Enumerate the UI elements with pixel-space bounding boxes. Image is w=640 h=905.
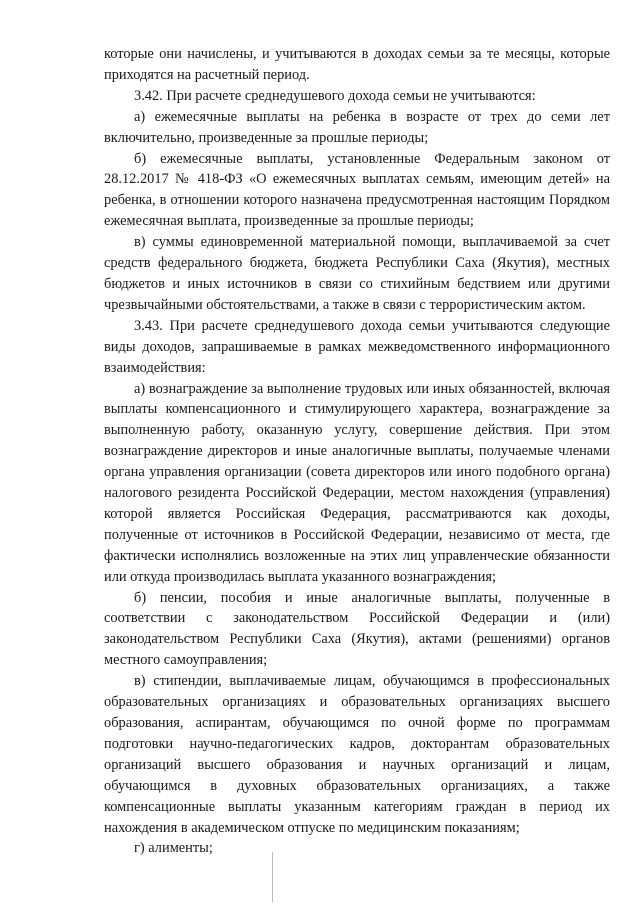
paragraph-3-42-b: б) ежемесячные выплаты, установленные Федеральным законом от 28.12.2017 № 418-ФЗ «О ежемесячных выплатах семьям, имеющим детей» на ребенка, в отношении которого назначена предусмотренная настоящим Порядком ежемесячная выплата, произведенные за прошлые периоды; xyxy=(104,150,610,230)
paragraph-continuation: которые они начислены, и учитываются в доходах семьи за те месяцы, которые приходятся на расчетный период. xyxy=(104,46,610,83)
paragraph-3-43-v: в) стипендии, выплачиваемые лицам, обучающимся в профессиональных образовательных организациях и образовательных организациях высшего образования, аспирантам, обучающимся по очной форме по программам подготовки научно-педагогических кадров, докторантам образовательных организаций высшего образования и научных организаций и лицам, обучающимся в духовных образовательных организациях, а также компенсационные выплаты указанным категориям граждан в период их нахождения в академическом отпуске по медицинским показаниям; xyxy=(104,673,610,836)
paragraph-3-42: 3.42. При расчете среднедушевого дохода семьи не учитываются: xyxy=(134,87,536,104)
paragraph-3-43-b: б) пенсии, пособия и иные аналогичные выплаты, полученные в соответствии с законодательством Российской Федерации и (или) законодательством Республики Саха (Якутия), актами (решениями) органов местного самоуправления; xyxy=(104,589,610,669)
scan-artifact-line xyxy=(272,852,273,902)
paragraph-3-42-v: в) суммы единовременной материальной помощи, выплачиваемой за счет средств федерального бюджета, бюджета Республики Саха (Якутия), местных бюджетов и иных источников в связи со стихийным бедствием или другими чрезвычайными обстоятельствами, а также в связи с террористическим актом. xyxy=(104,234,610,313)
paragraph-3-42-a: а) ежемесячные выплаты на ребенка в возрасте от трех до семи лет включительно, произведенные за прошлые периоды; xyxy=(104,108,610,146)
paragraph-3-43-g: г) алименты; xyxy=(134,840,213,857)
paragraph-3-43: 3.43. При расчете среднедушевого дохода семьи учитываются следующие виды доходов, запрашиваемые в рамках межведомственного информационного взаимодействия: xyxy=(104,317,610,376)
paragraph-3-43-a: а) вознаграждение за выполнение трудовых или иных обязанностей, включая выплаты компенсационного и стимулирующего характера, вознаграждение за выполненную работу, оказанную услугу, совершение действия. При этом вознаграждение директоров и иные аналогичные выплаты, получаемые членами органа управления организации (совета директоров или иного подобного органа) налогового резидента Российской Федерации, местом нахождения (управления) которой является Российская Федерация, рассматриваются как доходы, полученные от источников в Российской Федерации, независимо от места, где фактически исполнялись возложенные на этих лиц управленческие обязанности или откуда производилась выплата указанного вознаграждения; xyxy=(104,380,610,585)
